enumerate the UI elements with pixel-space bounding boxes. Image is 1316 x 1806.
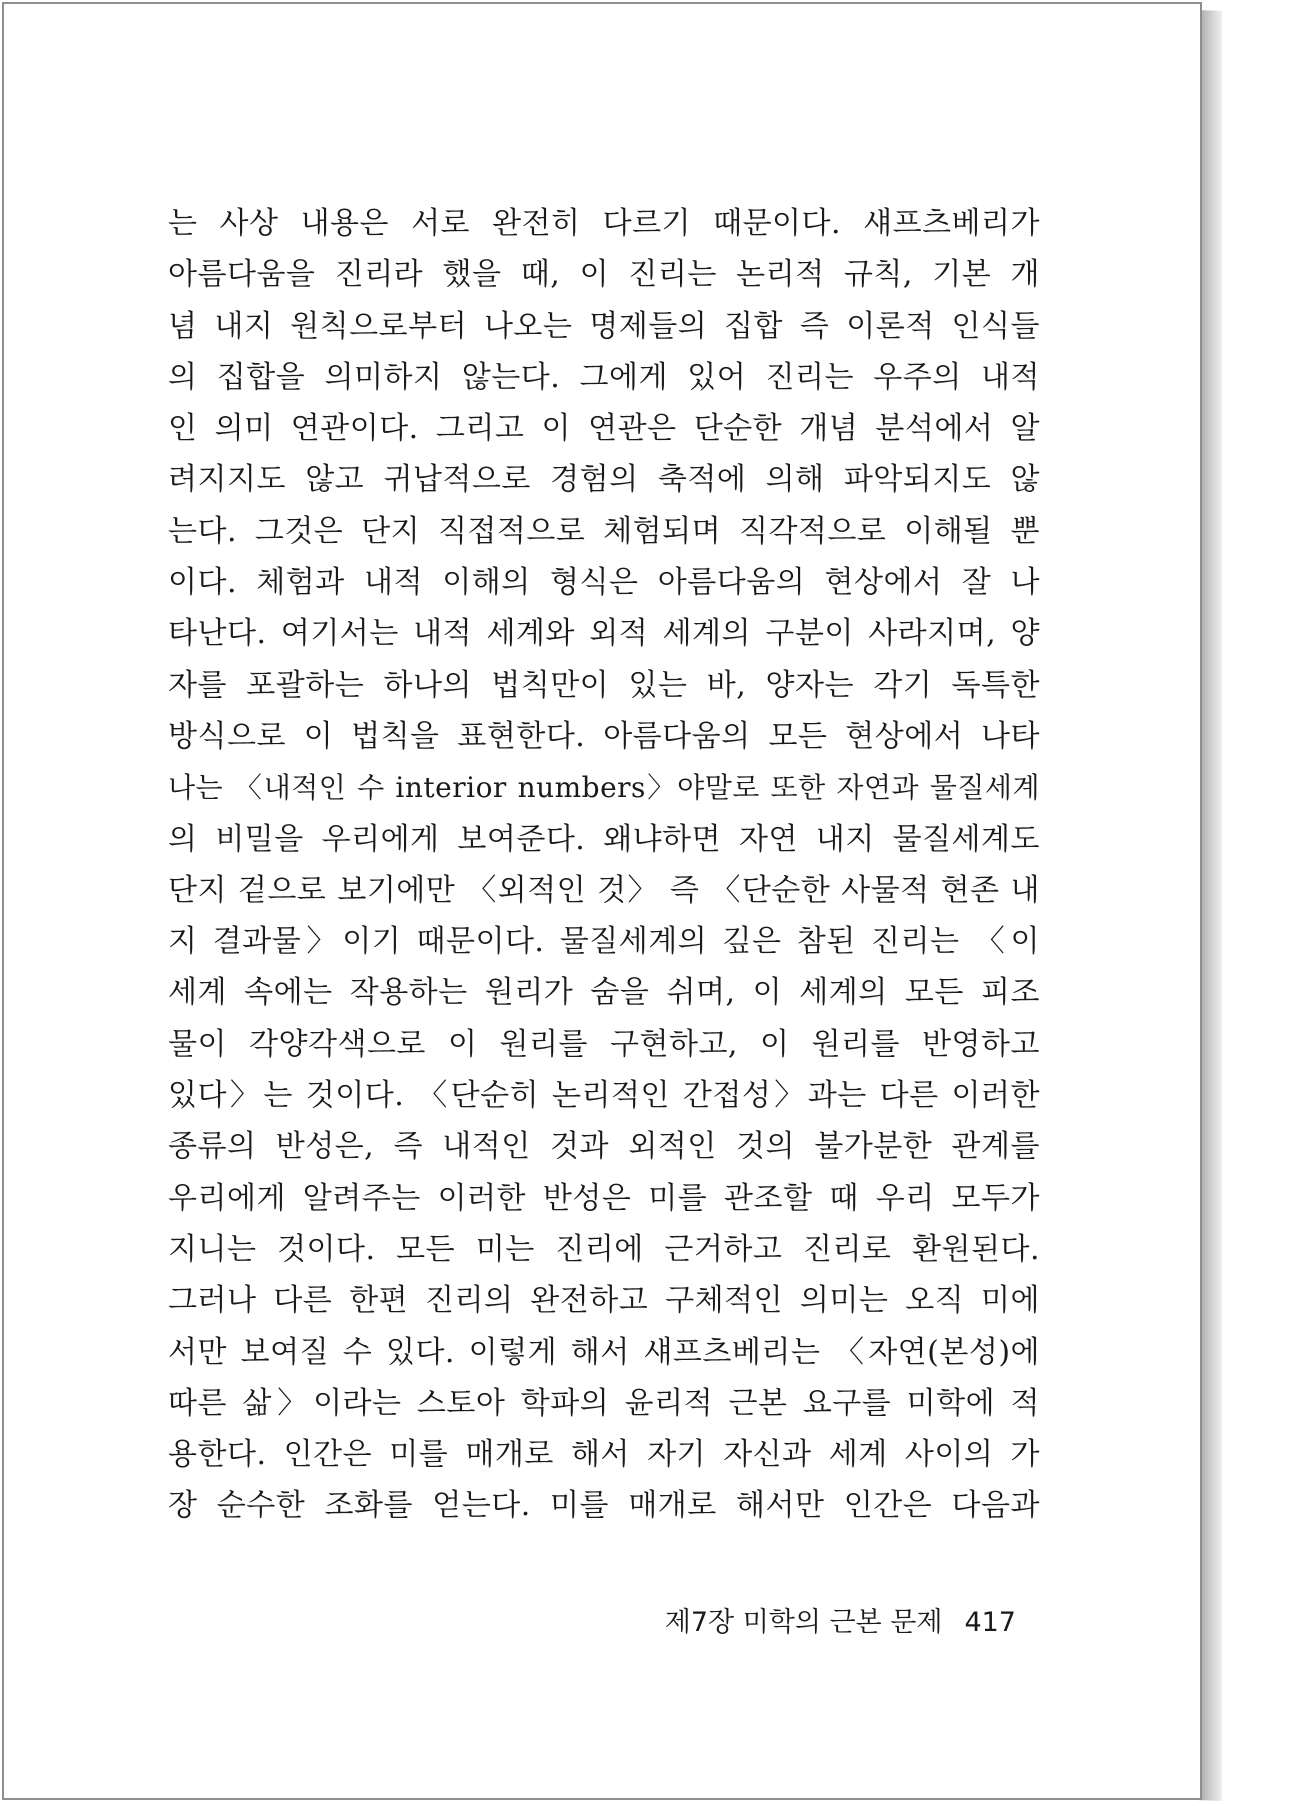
text-line: 방식으로 이 법칙을 표현한다. 아름다움의 모든 현상에서 나타: [168, 718, 1040, 754]
text-line: 그러나 다른 한편 진리의 완전하고 구체적인 의미는 오직 미에: [168, 1283, 1040, 1319]
text-line: 용한다. 인간은 미를 매개로 해서 자기 자신과 세계 사이의 가: [168, 1437, 1040, 1473]
text-line: 려지지도 않고 귀납적으로 경험의 축적에 의해 파악되지도 않: [168, 462, 1040, 498]
body-text: [168, 198, 1040, 1532]
text-line: 지 결과물〉이기 때문이다. 물질세계의 깊은 참된 진리는 〈이: [168, 924, 1040, 960]
text-line: 우리에게 알려주는 이러한 반성은 미를 관조할 때 우리 모두가: [168, 1180, 1040, 1216]
text-line: 나는 〈내적인 수 interior numbers〉야말로 또한 자연과 물질세계: [168, 771, 1040, 805]
text-line: 아름다움을 진리라 했을 때, 이 진리는 논리적 규칙, 기본 개: [168, 257, 1040, 293]
text-line: 있다〉는 것이다. 〈단순히 논리적인 간접성〉과는 다른 이러한: [168, 1078, 1040, 1114]
text-line: 종류의 반성은, 즉 내적인 것과 외적인 것의 불가분한 관계를: [168, 1129, 1040, 1165]
text-line: 따른 삶〉이라는 스토아 학파의 윤리적 근본 요구를 미학에 적: [168, 1385, 1040, 1421]
text-line: 지니는 것이다. 모든 미는 진리에 근거하고 진리로 환원된다.: [168, 1231, 1040, 1267]
text-line: 물이 각양각색으로 이 원리를 구현하고, 이 원리를 반영하고: [168, 1026, 1040, 1062]
running-footer-chapter: 제7장 미학의 근본 문제: [664, 1607, 943, 1638]
text-line: 세계 속에는 작용하는 원리가 숨을 쉬며, 이 세계의 모든 피조: [168, 975, 1040, 1011]
text-line: 타난다. 여기서는 내적 세계와 외적 세계의 구분이 사라지며, 양: [168, 616, 1040, 652]
page-number: 417: [964, 1607, 1016, 1638]
text-line: 는 사상 내용은 서로 완전히 다르기 때문이다. 섀프츠베리가: [168, 206, 1040, 241]
text-line: 의 비밀을 우리에게 보여준다. 왜냐하면 자연 내지 물질세계도: [168, 821, 1040, 857]
text-line: 념 내지 원칙으로부터 나오는 명제들의 집합 즉 이론적 인식들: [168, 308, 1040, 344]
text-line: 서만 보여질 수 있다. 이렇게 해서 섀프츠베리는 〈자연(본성)에: [168, 1334, 1040, 1370]
text-line: 단지 겉으로 보기에만 〈외적인 것〉 즉 〈단순한 사물적 현존 내: [168, 872, 1040, 908]
text-line: 자를 포괄하는 하나의 법칙만이 있는 바, 양자는 각기 독특한: [168, 667, 1040, 703]
page-footer: [4, 1600, 1016, 1639]
text-line: 이다. 체험과 내적 이해의 형식은 아름다움의 현상에서 잘 나: [168, 565, 1040, 601]
text-line: 는다. 그것은 단지 직접적으로 체험되며 직각적으로 이해될 뿐: [168, 513, 1040, 549]
text-line: 의 집합을 의미하지 않는다. 그에게 있어 진리는 우주의 내적: [168, 359, 1040, 395]
text-line: 장 순수한 조화를 얻는다. 미를 매개로 해서만 인간은 다음과: [168, 1488, 1040, 1524]
text-line: 인 의미 연관이다. 그리고 이 연관은 단순한 개념 분석에서 알: [168, 411, 1040, 447]
book-page: [2, 2, 1202, 1800]
